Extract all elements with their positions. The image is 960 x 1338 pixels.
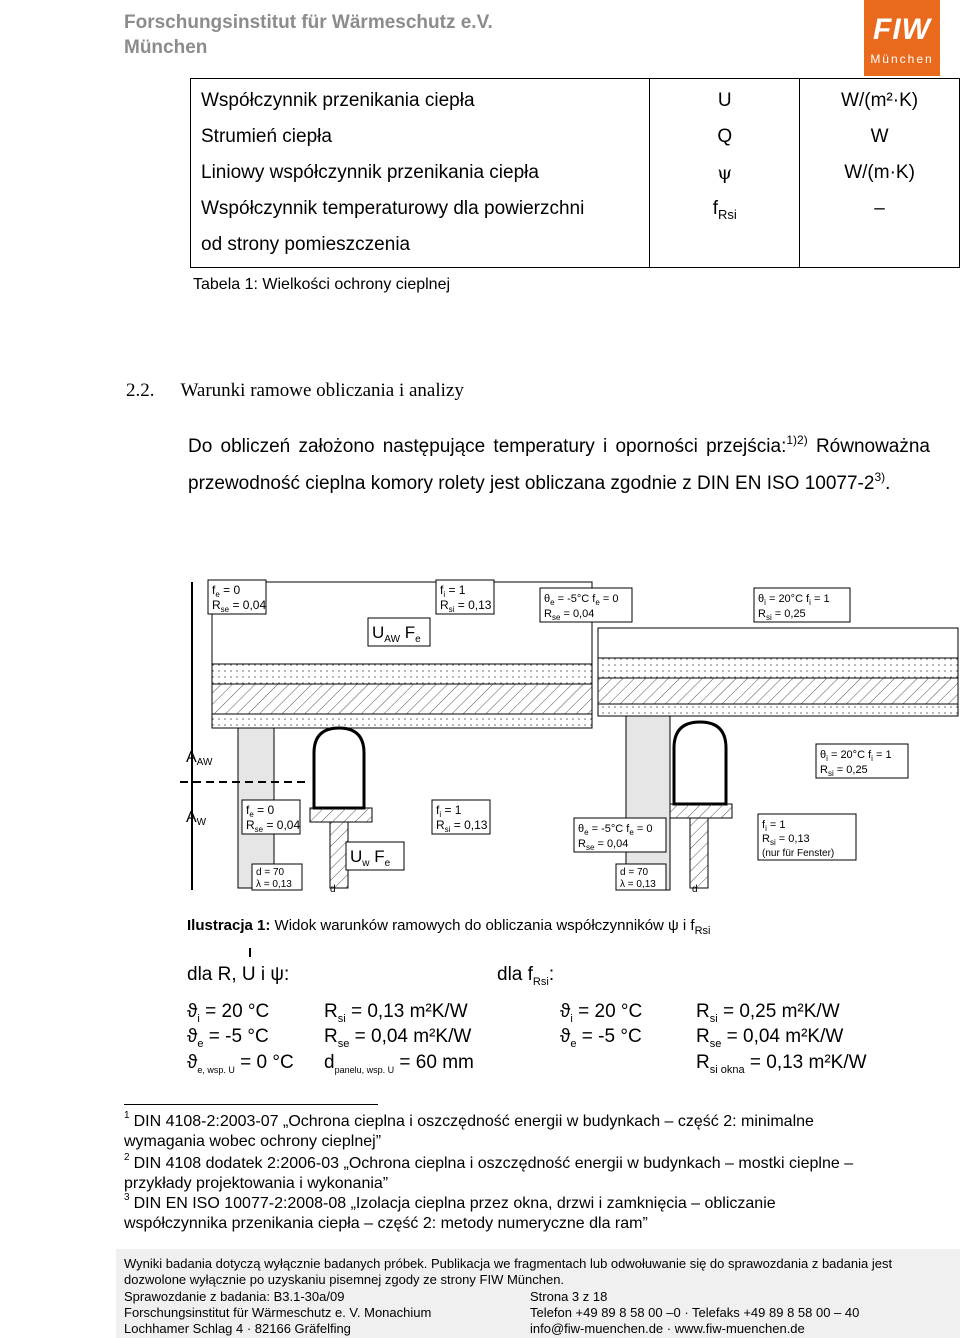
fn-num: 2 bbox=[124, 1152, 130, 1163]
cond-head-right bbox=[497, 964, 554, 988]
label-rsi-2: $R_{si} = 0,13$ bbox=[436, 818, 488, 834]
fn-text2: wymagania wobec ochrony cieplnej” bbox=[124, 1133, 382, 1150]
label-lambda-r: λ = 0,13 bbox=[620, 879, 656, 890]
cond-head-right-end: : bbox=[548, 964, 555, 985]
row-label: Współczynnik temperaturowy dla powierzchni bbox=[201, 198, 585, 219]
label-uw: $U_w$ $F_e$ bbox=[350, 847, 391, 869]
footer-institute: Forschungsinstitut für Wärmeschutz e. V. Monachium bbox=[124, 1305, 432, 1320]
val: = 0,13 m²K/W bbox=[345, 1001, 468, 1022]
sub: se bbox=[709, 1037, 722, 1050]
val: = 0,13 m²K/W bbox=[744, 1052, 867, 1073]
label-rse-r2: $R_{se} = 0,04$ bbox=[578, 838, 629, 852]
cond-te-r bbox=[560, 1026, 642, 1050]
footer-notice-1: Wyniki badania dotyczą wyłącznie badanych próbek. Publikacja we fragmentach lub odwołuwanie się do sprawozdania z badania jest bbox=[124, 1256, 893, 1271]
label-theta-e-2: $\theta_e = -5^\circ C$ $f_e = 0$ bbox=[578, 823, 653, 837]
row-symbol bbox=[660, 191, 789, 233]
footnote-1 bbox=[124, 1112, 924, 1152]
label-d70: d = 70 bbox=[256, 867, 285, 878]
theta: ϑ bbox=[187, 1026, 198, 1047]
footer-notice-2: dozwolone wyłącznie po uzyskaniu pisemnej zgody ze strony FIW München. bbox=[124, 1272, 565, 1287]
fn-text2: współczynnika przenikania ciepła – część 2: metody numeryczne dla ram” bbox=[124, 1215, 648, 1232]
section-heading bbox=[126, 380, 464, 402]
footer-web: info@fiw-muenchen.de · www.fiw-muenchen.de bbox=[530, 1321, 805, 1336]
label-d: d bbox=[330, 884, 336, 895]
figure-caption-prefix: Ilustracja 1: bbox=[187, 917, 271, 934]
label-fi1-2: $f_i = 1$ bbox=[436, 803, 462, 819]
row-symbol: Q bbox=[717, 126, 733, 147]
boundary-conditions-figure bbox=[180, 578, 960, 896]
val: = 0,04 m²K/W bbox=[349, 1026, 472, 1047]
sub: se bbox=[337, 1037, 350, 1050]
symbol-sub: Rsi bbox=[717, 206, 737, 222]
label-aw: AW bbox=[186, 809, 207, 828]
separator-mark bbox=[249, 948, 251, 957]
cond-rsiokna: $R_{si okna} = 0,13$ m²K/W bbox=[696, 1052, 867, 1076]
sub: si bbox=[337, 1012, 346, 1025]
row-symbol: ψ bbox=[717, 162, 733, 184]
figure-caption-text: Widok warunków ramowych do obliczania współczynników ψ i f bbox=[274, 917, 695, 934]
label-rsi-r: $R_{si} = 0,25$ bbox=[758, 608, 806, 622]
cond-rse-r: $R_{se} = 0,04$ m²K/W bbox=[696, 1026, 844, 1050]
footer-phone: Telefon +49 89 8 58 00 –0 · Telefaks +49 89 8 58 00 – 40 bbox=[530, 1305, 860, 1320]
label-rse-2: $R_{se} = 0,04$ bbox=[246, 818, 301, 834]
fn-text: DIN 4108-2:2003-07 „Ochrona cieplna i oszczędność energii w budynkach – część 2: minimalne bbox=[133, 1113, 814, 1130]
val: = 0,04 m²K/W bbox=[721, 1026, 844, 1047]
table-caption: Tabela 1: Wielkości ochrony cieplnej bbox=[193, 276, 451, 293]
label-rsi-r3: $R_{si} = 0,13$ bbox=[762, 833, 810, 847]
sub: si bbox=[709, 1012, 718, 1025]
sub: e bbox=[197, 1037, 204, 1050]
cond-rse-l: $R_{se} = 0,04$ m²K/W bbox=[324, 1026, 472, 1050]
section-number: 2.2. bbox=[126, 380, 155, 401]
row-label: Strumień ciepła bbox=[201, 126, 332, 147]
sub: e, wsp. U bbox=[197, 1064, 235, 1075]
label-fi1: $f_i = 1$ bbox=[440, 583, 466, 599]
section-title: Warunki ramowe obliczania i analizy bbox=[180, 380, 464, 401]
intro-paragraph bbox=[188, 428, 930, 502]
para-end: . bbox=[885, 473, 891, 494]
val: = 60 mm bbox=[394, 1052, 474, 1073]
fiw-logo bbox=[864, 0, 940, 76]
label-aaw: AAW bbox=[186, 749, 213, 768]
label-fi1-r: $f_i = 1$ bbox=[762, 819, 786, 833]
theta: ϑ bbox=[560, 1026, 571, 1047]
d: d bbox=[324, 1052, 335, 1073]
fn-num: 1 bbox=[124, 1110, 130, 1121]
figure-caption bbox=[187, 917, 710, 937]
val: = 20 °C bbox=[572, 1001, 643, 1022]
cond-rsi-l: $R_{si} = 0,13$ m²K/W bbox=[324, 1001, 468, 1025]
footer-page: Strona 3 z 18 bbox=[530, 1289, 608, 1304]
label-lambda: λ = 0,13 bbox=[256, 879, 292, 890]
cond-ti-r bbox=[560, 1001, 642, 1025]
label-fe0-2: $f_e = 0$ bbox=[246, 803, 275, 819]
theta: ϑ bbox=[560, 1001, 571, 1022]
footnote-3 bbox=[124, 1194, 924, 1234]
footnote-rule bbox=[124, 1104, 378, 1105]
row-unit: W/(m²·K) bbox=[841, 90, 919, 111]
val: = -5 °C bbox=[203, 1026, 269, 1047]
val: = 0,25 m²K/W bbox=[717, 1001, 840, 1022]
sub: e bbox=[570, 1037, 577, 1050]
para-line1: Do obliczeń założono następujące temperatury i oporności przejścia: bbox=[188, 436, 787, 457]
label-rsi-r2: $R_{si} = 0,25$ bbox=[820, 764, 868, 778]
label-d70-r: d = 70 bbox=[620, 867, 649, 878]
val: = 0 °C bbox=[234, 1052, 294, 1073]
para-sup1: 1)2) bbox=[786, 433, 808, 447]
quantities-table bbox=[190, 78, 960, 268]
label-theta-e: $\theta_e = -5^\circ C$ $f_e = 0$ bbox=[544, 593, 619, 607]
theta: ϑ bbox=[187, 1001, 198, 1022]
sub: i bbox=[570, 1012, 573, 1025]
fn-text: DIN EN ISO 10077-2:2008-08 „Izolacja cieplna przez okna, drzwi i zamknięcia – obliczanie bbox=[133, 1195, 776, 1212]
cond-tewsp bbox=[187, 1052, 294, 1075]
fn-text: DIN 4108 dodatek 2:2006-03 „Ochrona cieplna i oszczędność energii w budynkach – mostki cieplne – bbox=[133, 1155, 854, 1172]
cond-rsi-r: $R_{si} = 0,25$ m²K/W bbox=[696, 1001, 840, 1025]
figure-drawing bbox=[180, 578, 960, 896]
institute-city: München bbox=[124, 37, 208, 58]
label-d-r: d bbox=[692, 884, 698, 895]
label-uaw: $U_{AW}$ $F_e$ bbox=[372, 623, 421, 645]
institute-header bbox=[124, 10, 493, 60]
theta: ϑ bbox=[187, 1052, 198, 1073]
row-symbol: U bbox=[717, 90, 732, 111]
label-theta-i: $\theta_i = 20^\circ C$ $f_i = 1$ bbox=[758, 593, 830, 607]
table-cell-symbol bbox=[650, 79, 800, 268]
footer-report: Sprawozdanie z badania: B3.1-30a/09 bbox=[124, 1289, 345, 1304]
label-nur: (nur für Fenster) bbox=[762, 848, 835, 859]
fn-text2: przykłady projektowania i wykonania” bbox=[124, 1175, 389, 1192]
table-cell-unit bbox=[800, 79, 960, 268]
sub: si okna bbox=[709, 1063, 745, 1076]
cond-dpan bbox=[324, 1052, 474, 1075]
sub: panelu, wsp. U bbox=[334, 1064, 395, 1075]
row-unit: – bbox=[874, 198, 885, 219]
table-cell-label bbox=[191, 79, 650, 268]
row-label: Współczynnik przenikania ciepła bbox=[201, 90, 475, 111]
label-theta-i-2: $\theta_i = 20^\circ C$ $f_i = 1$ bbox=[820, 749, 892, 763]
institute-name: Forschungsinstitut für Wärmeschutz e.V. bbox=[124, 12, 493, 33]
val: = 20 °C bbox=[199, 1001, 270, 1022]
row-unit: W/(m·K) bbox=[844, 162, 915, 183]
val: = -5 °C bbox=[576, 1026, 642, 1047]
footnote-2 bbox=[124, 1154, 924, 1194]
cond-head-left: dla R, U i ψ: bbox=[187, 964, 290, 985]
cond-te bbox=[187, 1026, 269, 1050]
figure-caption-sub: Rsi bbox=[694, 925, 711, 937]
symbol-f: f bbox=[712, 198, 718, 219]
label-fe0: $f_e = 0$ bbox=[212, 583, 241, 599]
cond-ti bbox=[187, 1001, 269, 1025]
cond-head-right-text: dla f bbox=[497, 964, 533, 985]
para-sup2: 3) bbox=[874, 470, 886, 484]
para-line2: Równoważna przewodność cieplna komory rolety jest obliczana zgodnie z DIN EN ISO 10077-2 bbox=[188, 436, 931, 494]
sub: i bbox=[197, 1012, 200, 1025]
footer-address: Lochhamer Schlag 4 · 82166 Gräfelfing bbox=[124, 1321, 351, 1336]
fn-num: 3 bbox=[124, 1192, 130, 1203]
logo-city: München bbox=[870, 52, 934, 66]
logo-text: FIW bbox=[873, 13, 931, 46]
label-rse: $R_{se} = 0,04$ bbox=[212, 598, 267, 614]
cond-head-right-sub: Rsi bbox=[532, 975, 549, 988]
row-label: Liniowy współczynnik przenikania ciepła bbox=[201, 162, 539, 183]
row-label-cont: od strony pomieszczenia bbox=[201, 234, 411, 255]
label-rsi: $R_{si} = 0,13$ bbox=[440, 598, 492, 614]
table-row bbox=[191, 79, 960, 268]
label-rse-r: $R_{se} = 0,04$ bbox=[544, 608, 595, 622]
row-unit: W bbox=[870, 126, 889, 147]
